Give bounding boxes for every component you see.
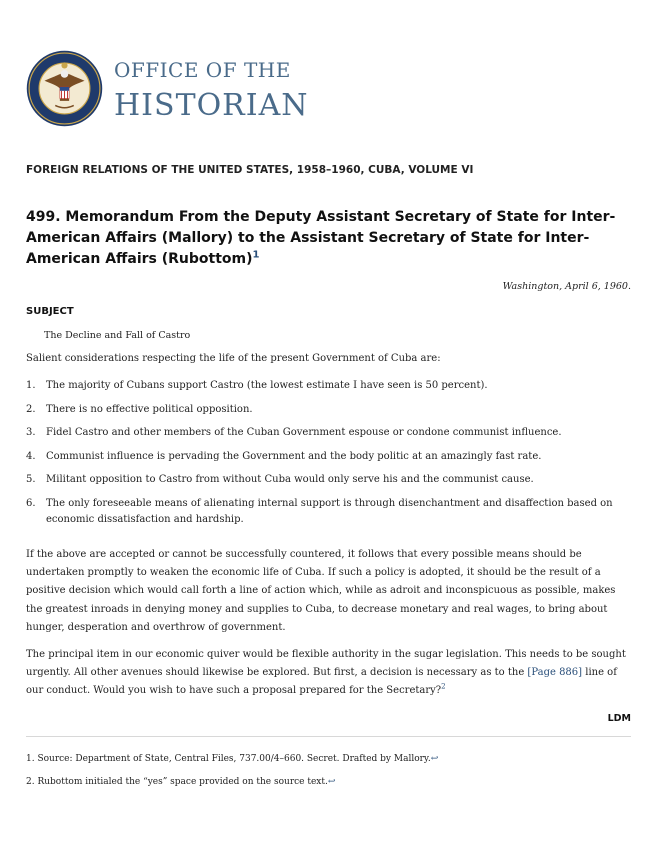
- brand-office-of-the[interactable]: OFFICE OF THE: [114, 58, 291, 82]
- paragraph-2-text-a: The principal item in our economic quiver would be flexible authority in the sugar legislation. This needs to be sought urgently. All other avenues should likewise be explored. But first, a decision is necessary as to the: [26, 649, 626, 679]
- list-item-text: There is no effective political opposition.: [46, 403, 253, 415]
- list-item-number: 5.: [26, 474, 36, 486]
- brand-historian[interactable]: HISTORIAN: [114, 88, 309, 123]
- list-item: [26, 402, 631, 418]
- list-item: [26, 472, 631, 488]
- list-item-text: Fidel Castro and other members of the Cuban Government espouse or condone communist influence.: [46, 427, 562, 439]
- department-of-state-seal-icon[interactable]: [26, 50, 103, 127]
- list-item-number: 2.: [26, 403, 36, 415]
- signature-initials: LDM: [607, 713, 631, 724]
- list-item: [26, 449, 631, 465]
- footnote-ref-2[interactable]: 2: [441, 683, 446, 692]
- considerations-list: [26, 378, 631, 536]
- list-item-text: Communist influence is pervading the Government and the body politic at an amazingly fast rate.: [46, 450, 542, 462]
- list-item-number: 4.: [26, 450, 36, 462]
- footnote-item: [26, 775, 631, 789]
- footnote-divider: [26, 736, 631, 737]
- list-item-number: 1.: [26, 380, 36, 391]
- return-arrow-icon[interactable]: ↩: [327, 777, 336, 787]
- list-item: [26, 378, 631, 394]
- body-paragraph-1: If the above are accepted or cannot be successfully countered, it follows that every possible means should be undertaken promptly to weaken the economic life of Cuba. If such a policy is adopted, it should be the result of a positive decision which would call forth a line of action which, while as adroit and inconspicuous as possible, makes the greatest inroads in denying money and supplies to Cuba, to decrease monetary and real wages, to bring about hunger, desperation and overthrow of government.: [26, 549, 616, 633]
- list-item-number: 3.: [26, 427, 36, 439]
- footnote-text: 1. Source: Department of State, Central Files, 737.00/4–660. Secret. Drafted by Mallory.: [26, 754, 431, 764]
- list-item: [26, 496, 631, 528]
- subject-heading: SUBJECT: [26, 306, 74, 317]
- paragraph-2-text-b: line of our conduct. Would you wish to have such a proposal prepared for the Secretary?: [26, 667, 617, 697]
- footnote-item: [26, 752, 631, 766]
- document-title: [26, 207, 626, 270]
- list-item-text: The majority of Cubans support Castro (the lowest estimate I have seen is 50 percent).: [46, 380, 488, 391]
- list-item: [26, 425, 631, 441]
- list-item-text: Militant opposition to Castro from without Cuba would only serve his and the communist cause.: [46, 474, 534, 486]
- site-header: [26, 50, 426, 140]
- subject-text: The Decline and Fall of Castro: [44, 330, 191, 341]
- list-item-text: The only foreseeable means of alienating internal support is through disenchantment and disaffection based on economic dissatisfaction and hardship.: [46, 497, 613, 525]
- intro-paragraph: Salient considerations respecting the life of the present Government of Cuba are:: [26, 353, 441, 364]
- document-title-text: 499. Memorandum From the Deputy Assistant Secretary of State for Inter-American Affairs (Mallory) to the Assistant Secretary of State for Inter-American Affairs (Rubottom): [26, 209, 616, 267]
- page-reference-link[interactable]: [Page 886]: [527, 667, 583, 679]
- list-item-number: 6.: [26, 497, 36, 509]
- title-footnote-ref[interactable]: 1: [252, 249, 260, 261]
- footnote-text: 2. Rubottom initialed the “yes” space provided on the source text.: [26, 777, 328, 787]
- return-arrow-icon[interactable]: ↩: [430, 754, 439, 764]
- footnotes-list: [26, 752, 631, 798]
- volume-series-link[interactable]: FOREIGN RELATIONS OF THE UNITED STATES, 1958–1960, CUBA, VOLUME VI: [26, 164, 474, 176]
- body-paragraph-2: [26, 646, 631, 701]
- dateline: Washington, April 6, 1960.: [502, 281, 631, 292]
